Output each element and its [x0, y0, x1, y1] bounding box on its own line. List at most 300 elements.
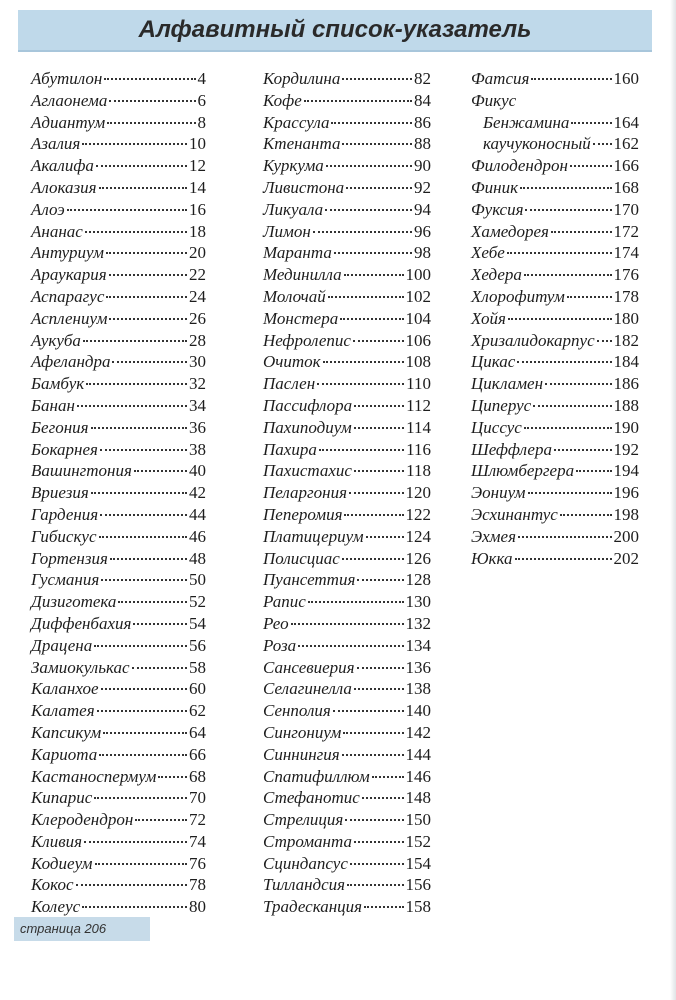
index-entry [263, 330, 431, 352]
entry-page-number: 66 [189, 744, 206, 764]
dot-leader [95, 863, 187, 865]
entry-page-number: 68 [189, 766, 206, 786]
entry-name: Пеларгония [263, 483, 347, 503]
index-entry [263, 853, 431, 875]
dot-leader [100, 449, 187, 451]
entry-page-number: 102 [405, 286, 431, 306]
dot-leader [99, 187, 187, 189]
entry-page-number: 126 [405, 548, 431, 568]
entry-page-number: 166 [613, 156, 639, 176]
entry-name: Циссус [471, 417, 522, 437]
dot-leader [533, 405, 611, 407]
entry-name: Кастаноспермум [31, 766, 157, 786]
entry-name: Циперус [471, 395, 532, 415]
index-entry [31, 548, 206, 570]
entry-name: Куркума [263, 156, 324, 176]
dot-leader [96, 165, 187, 167]
dot-leader [508, 318, 612, 320]
entry-page-number: 76 [189, 853, 206, 873]
entry-page-number: 96 [414, 221, 431, 241]
index-entry [31, 482, 206, 504]
index-entry [31, 678, 206, 700]
entry-name: Лимон [263, 221, 311, 241]
index-entry [263, 787, 431, 809]
entry-page-number: 24 [189, 286, 206, 306]
dot-leader [354, 405, 404, 407]
entry-page-number: 120 [405, 483, 431, 503]
entry-page-number: 168 [613, 177, 639, 197]
entry-name: Колеус [31, 897, 81, 917]
dot-leader [106, 252, 187, 254]
entry-page-number: 92 [414, 177, 431, 197]
entry-name: Стрелиция [263, 810, 344, 830]
entry-page-number: 162 [613, 134, 639, 154]
index-entry [31, 373, 206, 395]
entry-name: Полисциас [263, 548, 340, 568]
entry-name: Бокарнея [31, 439, 98, 459]
entry-page-number: 34 [189, 395, 206, 415]
index-entry [471, 112, 639, 134]
entry-name: Нефролепис [263, 330, 351, 350]
entry-name: Фуксия [471, 199, 524, 219]
dot-leader [344, 514, 403, 516]
entry-name: Рапис [263, 592, 306, 612]
index-entry [31, 787, 206, 809]
entry-page-number: 180 [613, 308, 639, 328]
index-entry [263, 482, 431, 504]
index-entry [263, 831, 431, 853]
page-edge-shadow [670, 0, 676, 1000]
entry-name: Финик [471, 177, 519, 197]
entry-page-number: 40 [189, 461, 206, 481]
dot-leader [304, 100, 412, 102]
entry-page-number: 20 [189, 243, 206, 263]
index-entry [31, 896, 206, 918]
entry-page-number: 156 [405, 875, 431, 895]
entry-name: Гортензия [31, 548, 108, 568]
index-entry [31, 809, 206, 831]
entry-page-number: 146 [405, 766, 431, 786]
index-entry [471, 439, 639, 461]
entry-page-number: 164 [613, 112, 639, 132]
dot-leader [91, 427, 187, 429]
dot-leader [99, 536, 188, 538]
index-column-1 [31, 68, 206, 918]
index-entry [31, 417, 206, 439]
entry-name: Гардения [31, 504, 99, 524]
entry-name: Кипарис [31, 788, 93, 808]
entry-name: Эониум [471, 483, 526, 503]
entry-name: Сансевиерия [263, 657, 355, 677]
dot-leader [99, 754, 187, 756]
dot-leader [82, 143, 187, 145]
index-entry [31, 526, 206, 548]
dot-leader [354, 427, 404, 429]
entry-name: Аукуба [31, 330, 81, 350]
dot-leader [107, 122, 195, 124]
page-number-label: страница 206 [20, 921, 107, 936]
dot-leader [520, 187, 611, 189]
dot-leader [567, 296, 612, 298]
dot-leader [545, 383, 611, 385]
entry-page-number: 58 [189, 657, 206, 677]
entry-name: Маранта [263, 243, 332, 263]
index-entry [31, 242, 206, 264]
entry-page-number: 82 [414, 69, 431, 88]
dot-leader [349, 492, 404, 494]
entry-page-number: 202 [613, 548, 639, 568]
entry-page-number: 12 [189, 156, 206, 176]
dot-leader [132, 667, 187, 669]
entry-page-number: 108 [405, 352, 431, 372]
entry-page-number: 98 [414, 243, 431, 263]
entry-name: Пахистахис [263, 461, 352, 481]
entry-name: Пахиподиум [263, 417, 352, 437]
entry-name: Эсхинантус [471, 504, 558, 524]
index-entry [31, 264, 206, 286]
index-entry [471, 221, 639, 243]
index-entry [471, 199, 639, 221]
entry-name: Хризалидокарпус [471, 330, 595, 350]
entry-page-number: 104 [405, 308, 431, 328]
index-entry [263, 308, 431, 330]
entry-page-number: 18 [189, 221, 206, 241]
index-entry [263, 569, 431, 591]
dot-leader [328, 296, 404, 298]
dot-leader [524, 274, 612, 276]
index-entry [471, 177, 639, 199]
entry-page-number: 52 [189, 592, 206, 612]
entry-name: Кордилина [263, 69, 341, 88]
dot-leader [103, 732, 187, 734]
entry-name: Традесканция [263, 897, 363, 917]
dot-leader [109, 274, 187, 276]
dot-leader [291, 623, 404, 625]
dot-leader [344, 274, 404, 276]
dot-leader [112, 361, 187, 363]
entry-name: Филодендрон [471, 156, 568, 176]
entry-name: Калатея [31, 701, 95, 721]
index-entry [471, 373, 639, 395]
entry-page-number: 172 [613, 221, 639, 241]
entry-name: Сингониум [263, 722, 342, 742]
index-entry [263, 373, 431, 395]
dot-leader [109, 318, 187, 320]
entry-name: Вриезия [31, 483, 89, 503]
entry-name: Араукария [31, 265, 107, 285]
entry-name: Гибискус [31, 526, 97, 546]
dot-leader [134, 470, 187, 472]
entry-page-number: 194 [613, 461, 639, 481]
index-entry [31, 221, 206, 243]
index-entry [31, 700, 206, 722]
entry-page-number: 28 [189, 330, 206, 350]
entry-name: Эхмея [471, 526, 516, 546]
index-entry [263, 112, 431, 134]
entry-page-number: 8 [197, 112, 206, 132]
dot-leader [97, 710, 187, 712]
entry-page-number: 30 [189, 352, 206, 372]
index-entry [31, 133, 206, 155]
entry-page-number: 158 [405, 897, 431, 917]
entry-page-number: 100 [405, 265, 431, 285]
dot-leader [350, 863, 404, 865]
entry-name: Ктенанта [263, 134, 341, 154]
index-entry [471, 264, 639, 286]
index-entry [471, 504, 639, 526]
dot-leader [531, 78, 611, 80]
dot-leader [326, 165, 412, 167]
entry-name: Платицериум [263, 526, 364, 546]
entry-page-number: 188 [613, 395, 639, 415]
entry-page-number: 142 [405, 722, 431, 742]
index-entry [471, 308, 639, 330]
entry-name: Пуансеттия [263, 570, 356, 590]
index-entry [263, 635, 431, 657]
entry-name: Сциндапсус [263, 853, 348, 873]
dot-leader [571, 122, 611, 124]
entry-name: Очиток [263, 352, 321, 372]
dot-leader [570, 165, 612, 167]
dot-leader [67, 209, 187, 211]
dot-leader [334, 252, 412, 254]
index-entry [263, 417, 431, 439]
index-entry [471, 155, 639, 177]
entry-name: Пассифлора [263, 395, 353, 415]
entry-name: Спатифиллюм [263, 766, 370, 786]
dot-leader [353, 340, 404, 342]
entry-name: Хамедорея [471, 221, 549, 241]
dot-leader [345, 819, 403, 821]
dot-leader [593, 143, 612, 145]
index-entry [263, 526, 431, 548]
dot-leader [362, 797, 404, 799]
index-entry [31, 177, 206, 199]
entry-name: Пеперомия [263, 504, 343, 524]
dot-leader [84, 841, 187, 843]
dot-leader [323, 361, 404, 363]
index-entry [31, 831, 206, 853]
entry-name: Азалия [31, 134, 81, 154]
dot-leader [100, 514, 187, 516]
entry-page-number: 112 [406, 395, 431, 415]
dot-leader [82, 906, 187, 908]
entry-page-number: 174 [613, 243, 639, 263]
index-entry [263, 504, 431, 526]
entry-name: Драцена [31, 635, 93, 655]
index-entry [263, 548, 431, 570]
entry-name: Аглаонема [31, 90, 108, 110]
index-entry [471, 460, 639, 482]
index-entry [471, 351, 639, 373]
entry-page-number: 178 [613, 286, 639, 306]
entry-page-number: 128 [405, 570, 431, 590]
entry-page-number: 4 [197, 69, 206, 88]
index-column-2 [263, 68, 431, 918]
entry-page-number: 132 [405, 613, 431, 633]
dot-leader [357, 579, 403, 581]
dot-leader [524, 427, 612, 429]
entry-name: Кокос [31, 875, 74, 895]
entry-page-number: 6 [197, 90, 206, 110]
entry-name: Роза [263, 635, 297, 655]
entry-name: Адиантум [31, 112, 106, 132]
index-entry [471, 548, 639, 570]
entry-page-number: 88 [414, 134, 431, 154]
entry-page-number: 32 [189, 374, 206, 394]
dot-leader [354, 470, 404, 472]
index-entry [31, 504, 206, 526]
dot-leader [551, 231, 612, 233]
dot-leader [83, 340, 187, 342]
dot-leader [364, 906, 403, 908]
entry-page-number: 116 [406, 439, 431, 459]
entry-page-number: 62 [189, 701, 206, 721]
index-entry [263, 439, 431, 461]
entry-page-number: 86 [414, 112, 431, 132]
index-entry [263, 700, 431, 722]
entry-name: Ливистона [263, 177, 345, 197]
index-entry [31, 351, 206, 373]
index-entry [263, 90, 431, 112]
dot-leader [576, 470, 611, 472]
entry-page-number: 106 [405, 330, 431, 350]
entry-name: Афеландра [31, 352, 111, 372]
entry-page-number: 70 [189, 788, 206, 808]
entry-name: Тилландсия [263, 875, 346, 895]
dot-leader [135, 819, 187, 821]
entry-page-number: 154 [405, 853, 431, 873]
entry-name: Алоэ [31, 199, 65, 219]
dot-leader [308, 601, 404, 603]
dot-leader [515, 558, 612, 560]
index-entry [471, 395, 639, 417]
index-entry [31, 286, 206, 308]
dot-leader [104, 78, 195, 80]
entry-name: Антуриум [31, 243, 104, 263]
entry-name: Шлюмбергера [471, 461, 575, 481]
entry-page-number: 90 [414, 156, 431, 176]
index-entry [31, 460, 206, 482]
index-entry [31, 635, 206, 657]
entry-name: Банан [31, 395, 75, 415]
index-entry [31, 657, 206, 679]
index-entry [31, 199, 206, 221]
dot-leader [118, 601, 187, 603]
index-entry [31, 155, 206, 177]
entry-page-number: 160 [613, 69, 639, 88]
entry-page-number: 54 [189, 613, 206, 633]
entry-page-number: 10 [189, 134, 206, 154]
entry-name: Асплениум [31, 308, 108, 328]
dot-leader [313, 231, 412, 233]
entry-page-number: 134 [405, 635, 431, 655]
index-entry [471, 90, 639, 112]
page-title: Алфавитный список-указатель [138, 16, 532, 43]
dot-leader [517, 361, 611, 363]
dot-leader [354, 841, 404, 843]
entry-name: Аспарагус [31, 286, 105, 306]
entry-name: Цикламен [471, 374, 544, 394]
dot-leader [342, 143, 412, 145]
index-entry [31, 68, 206, 90]
dot-leader [554, 449, 612, 451]
index-entry [263, 460, 431, 482]
entry-page-number: 124 [405, 526, 431, 546]
dot-leader [101, 688, 187, 690]
entry-page-number: 94 [414, 199, 431, 219]
entry-name: Хойя [471, 308, 506, 328]
index-entry [263, 199, 431, 221]
entry-name: Строманта [263, 831, 352, 851]
index-entry [263, 133, 431, 155]
entry-name: Абутилон [31, 69, 103, 88]
entry-name: Фатсия [471, 69, 530, 88]
entry-name: Бегония [31, 417, 89, 437]
entry-name: Кофе [263, 90, 302, 110]
entry-page-number: 110 [406, 374, 431, 394]
entry-name: Хебе [471, 243, 505, 263]
dot-leader [317, 383, 404, 385]
dot-leader [342, 558, 404, 560]
entry-name: Кливия [31, 831, 82, 851]
index-entry [31, 874, 206, 896]
entry-name: Акалифа [31, 156, 94, 176]
entry-name: Пахира [263, 439, 317, 459]
dot-leader [94, 797, 187, 799]
index-entry [31, 308, 206, 330]
dot-leader [109, 100, 195, 102]
index-entry [31, 591, 206, 613]
entry-name: Алоказия [31, 177, 97, 197]
entry-name: Каланхое [31, 679, 99, 699]
entry-page-number: 114 [406, 417, 431, 437]
index-entry [263, 242, 431, 264]
index-entry [31, 722, 206, 744]
entry-page-number: 60 [189, 679, 206, 699]
dot-leader [333, 710, 404, 712]
entry-page-number: 176 [613, 265, 639, 285]
entry-name: Кариота [31, 744, 98, 764]
dot-leader [354, 688, 404, 690]
dot-leader [110, 558, 187, 560]
entry-page-number: 80 [189, 897, 206, 917]
entry-name: Монстера [263, 308, 339, 328]
entry-name: Дизиготека [31, 592, 117, 612]
entry-page-number: 74 [189, 831, 206, 851]
entry-page-number: 78 [189, 875, 206, 895]
entry-name: Клеродендрон [31, 810, 134, 830]
dot-leader [528, 492, 612, 494]
index-entry [263, 177, 431, 199]
entry-name: Юкка [471, 548, 513, 568]
entry-name: Шеффлера [471, 439, 552, 459]
index-entry [471, 482, 639, 504]
index-entry [471, 417, 639, 439]
entry-page-number: 84 [414, 90, 431, 110]
dot-leader [91, 492, 187, 494]
entry-page-number: 152 [405, 831, 431, 851]
index-entry [31, 395, 206, 417]
dot-leader [319, 449, 404, 451]
dot-leader [85, 231, 187, 233]
index-entry [31, 766, 206, 788]
index-entry [263, 221, 431, 243]
entry-page-number: 118 [406, 461, 431, 481]
entry-page-number: 36 [189, 417, 206, 437]
entry-name: каучуконосный [483, 134, 591, 154]
dot-leader [101, 579, 187, 581]
